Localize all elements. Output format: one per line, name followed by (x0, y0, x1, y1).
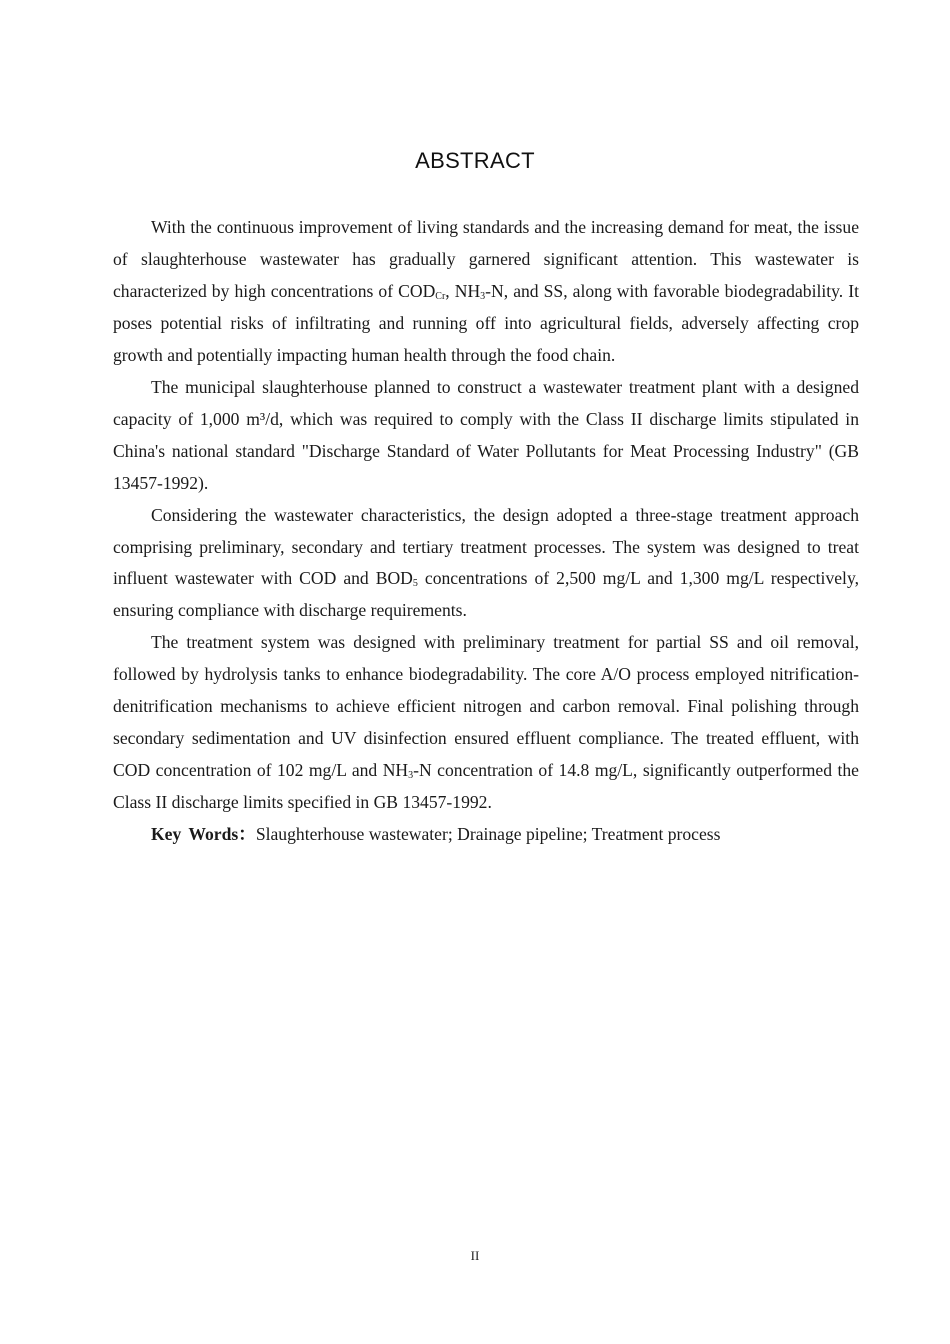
paragraph-1-text-a: With the continuous improvement of living standards and the increasing demand for meat, the issue of slaughterhouse wastewater has gradually garnered significant attention. This wastewater is characterized by high concentrations of COD (113, 217, 859, 301)
keywords-label: Key Words： (151, 824, 256, 845)
keyword-item: Treatment process (591, 824, 721, 845)
paragraph-4 (113, 627, 859, 819)
paragraph-3-text-b: concentrations of 2,500 mg/L and 1,300 mg/L respectively, ensuring compliance with discharge requirements. (113, 568, 859, 621)
paragraph-4-text-a: The treatment system was designed with preliminary treatment for partial SS and oil removal, followed by hydrolysis tanks to enhance biodegradability. The core A/O process employed nitrification-denitrification mechanisms to achieve efficient nitrogen and carbon removal. Final polishing through secondary sedimentation and UV disinfection ensured effluent compliance. The treated effluent, with COD concentration of 102 mg/L and NH (113, 632, 859, 781)
page-number: II (470, 1248, 480, 1263)
keywords-line (113, 819, 859, 851)
keyword-item: Slaughterhouse wastewater; (255, 824, 453, 845)
paragraph-2: The municipal slaughterhouse planned to construct a wastewater treatment plant with a designed capacity of 1,000 m³/d, which was required to comply with the Class II discharge limits stipulated in China's national standard "Discharge Standard of Water Pollutants for Meat Processing Industry" (GB 13457-1992). (113, 376, 859, 493)
paragraph-1-text-b: , NH (445, 280, 481, 301)
paragraph-1 (113, 212, 859, 372)
keyword-item: Drainage pipeline; (457, 824, 588, 845)
page-title: ABSTRACT (415, 148, 535, 173)
paragraph-3-text-a: Considering the wastewater characteristics, the design adopted a three-stage treatment approach comprising preliminary, secondary and tertiary treatment processes. The system was designed to treat influent wastewater with COD and BOD (113, 504, 859, 589)
paragraph-3 (113, 500, 859, 628)
abstract-body (113, 212, 859, 851)
paragraph-1-text-c: -N, and SS, along with favorable biodegradability. It poses potential risks of infiltrating and running off into agricultural fields, adversely affecting crop growth and potentially impacting human health through the food chain. (113, 280, 859, 365)
subscript-cr: Cr (435, 290, 446, 302)
subscript-3: 3 (408, 770, 414, 782)
subscript-3: 3 (480, 290, 486, 302)
paragraph-4-text-b: -N concentration of 14.8 mg/L, significantly outperformed the Class II discharge limits specified in GB 13457-1992. (113, 760, 859, 813)
subscript-5: 5 (412, 578, 418, 590)
